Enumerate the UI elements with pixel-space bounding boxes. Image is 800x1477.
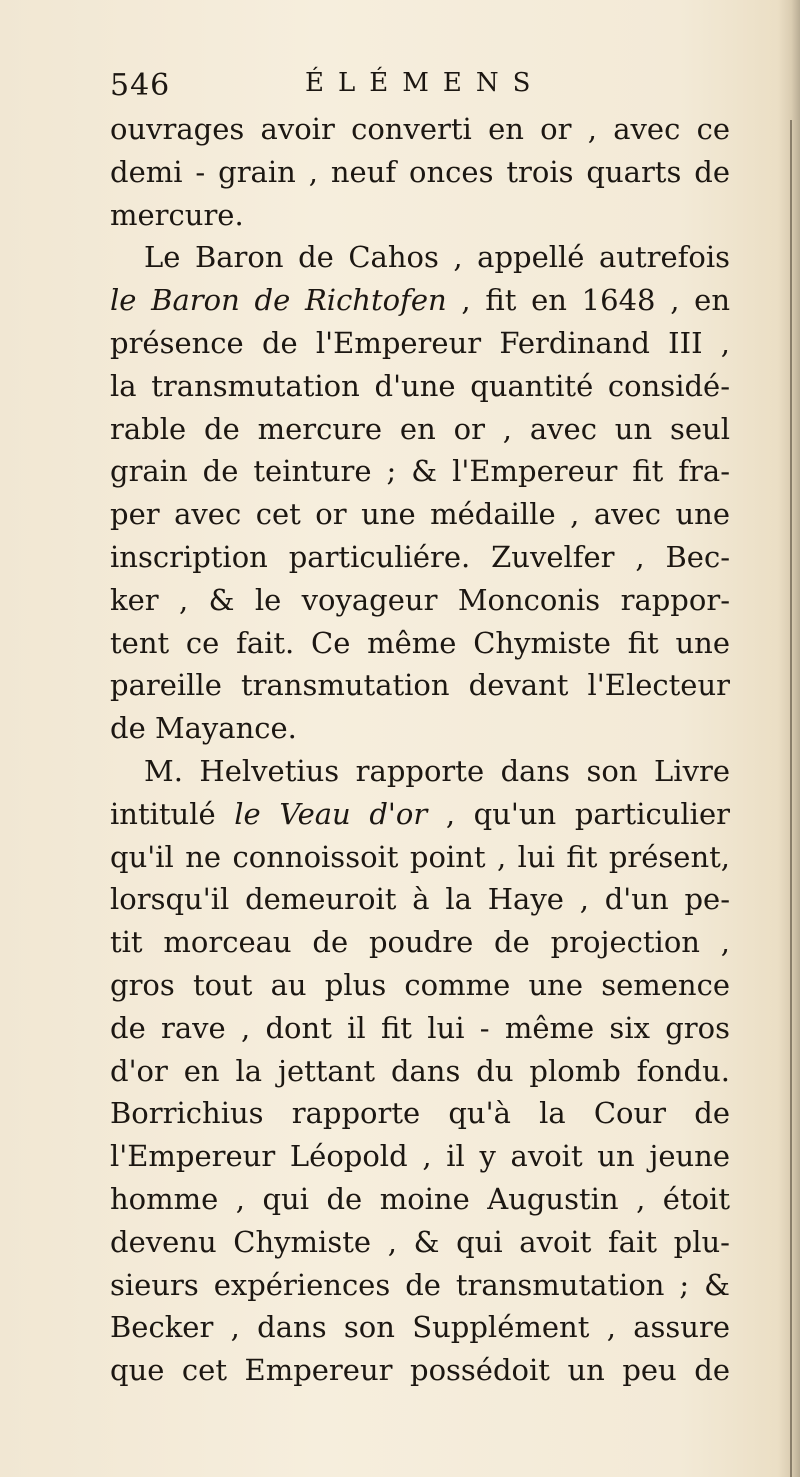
text-line: de rave , dont il fit lui - même six gros	[110, 1010, 730, 1045]
page-header	[110, 68, 710, 108]
text-line: que cet Empereur possédoit un peu de	[110, 1353, 730, 1388]
text-run: , qu'un particulier	[427, 796, 730, 831]
text-run: , fit en 1648 , en	[446, 283, 730, 318]
text-line: ker , & le voyageur Monconis rappor-	[110, 582, 730, 617]
text-line: ouvrages avoir converti en or , avec ce	[110, 112, 730, 146]
text-line: per avec cet or une médaille , avec une	[110, 497, 730, 532]
text-line: d'or en la jettant dans du plomb fondu.	[110, 1053, 730, 1088]
text-line: mercure.	[110, 197, 244, 232]
text-line: grain de teinture ; & l'Empereur fit fra-	[110, 454, 730, 489]
page-gutter	[778, 0, 800, 1477]
text-line: inscription particuliére. Zuvelfer , Bec-	[110, 539, 730, 574]
text-line: homme , qui de moine Augustin , étoit	[110, 1181, 730, 1216]
text-run: intitulé	[110, 796, 235, 831]
text-line: Le Baron de Cahos , appellé autrefois	[144, 240, 730, 275]
running-title: ÉLÉMENS	[305, 68, 545, 98]
body-text	[110, 108, 730, 1392]
text-line: sieurs expériences de transmutation ; &	[110, 1267, 730, 1302]
text-line: devenu Chymiste , & qui avoit fait plu-	[110, 1224, 730, 1259]
text-line: M. Helvetius rapporte dans son Livre	[144, 753, 730, 788]
text-line: rable de mercure en or , avec un seul	[110, 411, 730, 446]
page-number: 546	[110, 68, 171, 103]
text-line: tit morceau de poudre de projection ,	[110, 925, 730, 960]
text-line: tent ce fait. Ce même Chymiste fit une	[110, 625, 730, 660]
text-line: Becker , dans son Supplément , assure	[110, 1310, 730, 1345]
text-line	[110, 279, 730, 322]
text-line: l'Empereur Léopold , il y avoit un jeune	[110, 1139, 730, 1174]
gutter-line	[790, 120, 792, 1477]
text-line: la transmutation d'une quantité considé-	[110, 368, 730, 403]
text-line: demi - grain , neuf onces trois quarts de	[110, 154, 730, 189]
text-line: Borrichius rapporte qu'à la Cour de	[110, 1096, 730, 1131]
italic-title: le Baron de Richtofen	[110, 283, 447, 318]
text-line: pareille transmutation devant l'Electeur	[110, 668, 730, 703]
text-line: présence de l'Empereur Ferdinand III ,	[110, 325, 730, 360]
text-line: lorsqu'il demeuroit à la Haye , d'un pe-	[110, 882, 730, 917]
text-line: gros tout au plus comme une semence	[110, 967, 730, 1002]
text-line: qu'il ne connoissoit point , lui fit présent,	[110, 839, 730, 874]
italic-title: le Veau d'or	[234, 796, 428, 831]
text-line: de Mayance.	[110, 711, 297, 746]
text-line	[110, 793, 730, 836]
